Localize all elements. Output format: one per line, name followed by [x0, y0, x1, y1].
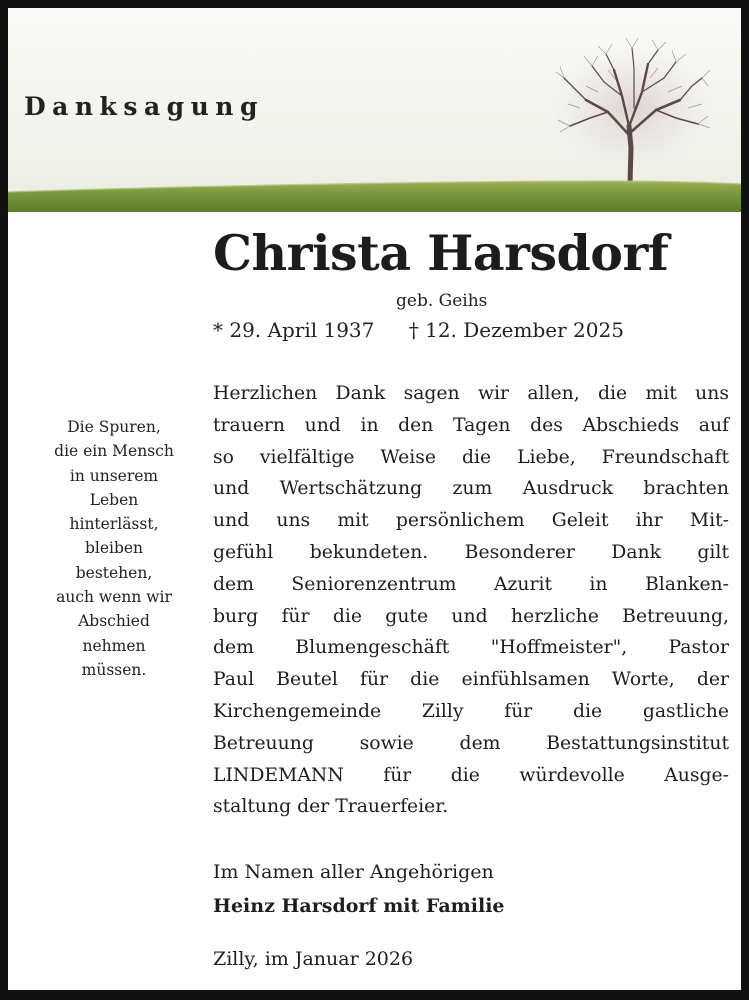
poem-line: hinterlässt,	[69, 515, 159, 534]
poem-line: Die Spuren,	[67, 418, 161, 436]
message-line: dem Seniorenzentrum Azurit in Blanken-	[213, 573, 729, 595]
poem-line: nehmen	[82, 636, 146, 655]
signoff-intro: Im Namen aller Angehörigen	[213, 861, 494, 883]
maiden-name: geb. Geihs	[396, 291, 488, 311]
poem-line: bestehen,	[75, 563, 153, 582]
signoff	[213, 855, 505, 923]
message-line: Kirchengemeinde Zilly für die gastliche	[213, 700, 729, 722]
header-banner	[8, 8, 741, 212]
deceased-name: Christa Harsdorf	[213, 224, 669, 282]
poem-line: Leben	[89, 490, 139, 509]
thank-you-message	[213, 378, 729, 823]
message-line: Paul Beutel für die einfühlsamen Worte, der	[213, 669, 729, 691]
message-line: LINDEMANN für die würdevolle Ausge-	[213, 764, 729, 786]
poem-line: Abschied	[78, 612, 150, 631]
poem-line: auch wenn wir	[56, 588, 172, 607]
message-line: Betreuung sowie dem Bestattungsinstitut	[213, 732, 729, 754]
message-line: gefühl bekundeten. Besonderer Dank gilt	[213, 541, 729, 563]
poem-line: die ein Mensch	[54, 442, 174, 461]
message-line: Herzlichen Dank sagen wir allen, die mit uns	[213, 383, 729, 404]
poem-line: in unserem	[69, 466, 159, 485]
message-line: trauern und in den Tagen des Abschieds auf	[213, 414, 729, 436]
header-title: Danksagung	[24, 92, 264, 121]
signoff-family: Heinz Harsdorf mit Familie	[213, 895, 505, 917]
birth-date: * 29. April 1937	[213, 318, 375, 342]
poem-line: bleiben	[84, 539, 144, 558]
place-date: Zilly, im Januar 2026	[213, 948, 414, 970]
poem-line: müssen.	[81, 660, 147, 679]
message-line: dem Blumengeschäft "Hoffmeister", Pastor	[213, 637, 729, 659]
message-line: so vielfältige Weise die Liebe, Freundschaft	[213, 446, 729, 468]
message-line: und Wertschätzung zum Ausdruck brachten	[213, 478, 729, 500]
message-line: burg für die gute und herzliche Betreuung,	[213, 605, 729, 627]
message-line: staltung der Trauerfeier.	[213, 796, 449, 818]
life-dates	[213, 318, 624, 342]
memorial-poem	[34, 415, 194, 682]
message-line: und uns mit persönlichem Geleit ihr Mit-	[213, 510, 729, 532]
death-date: † 12. Dezember 2025	[408, 318, 624, 342]
